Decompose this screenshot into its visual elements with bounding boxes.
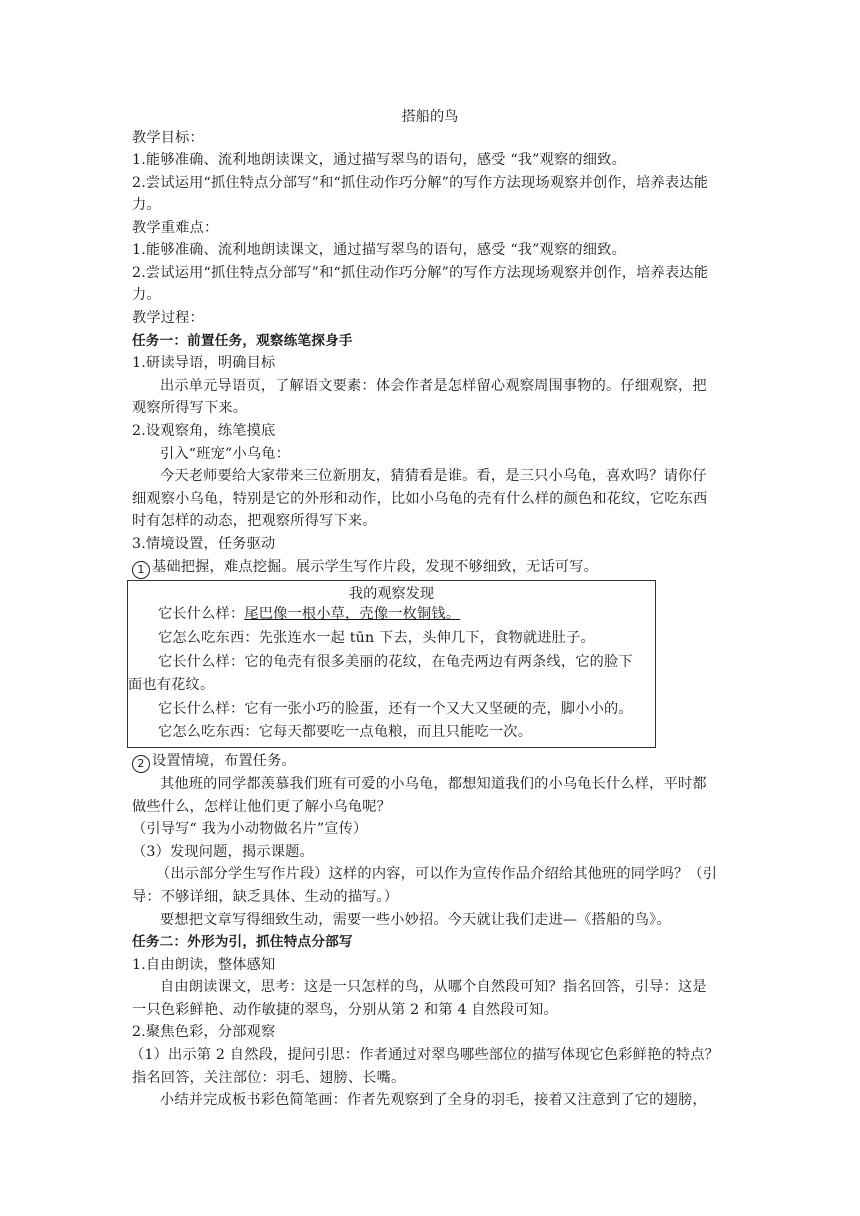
task-1-step-3-item-2-text: 设置情境，布置任务。 [152, 753, 296, 769]
observation-row-3: 它长什么样：它的龟壳有很多美丽的花纹，在龟壳两边有两条线，它的脸下 [158, 654, 633, 670]
document-title: 搭船的鸟 [401, 109, 459, 125]
key-heading: 教学重难点： [132, 220, 219, 236]
observation-row-1 [158, 603, 460, 625]
observation-row-3-cont: 面也有花纹。 [128, 677, 215, 693]
task-1-step-3-para: 其他班的同学都羡慕我们班有可爱的小乌龟，都想知道我们的小乌龟长什么样，平时都 [160, 776, 707, 792]
goal-item-2: 2.尝试运用“抓住特点分部写”和“抓住动作巧分解”的写作方法现场观察并创作，培养表达能 [132, 175, 709, 191]
circled-number-2: 2 [132, 755, 150, 773]
task-2-step-1-para-cont: 一只色彩鲜艳、动作敏捷的翠鸟，分别从第 2 和第 4 自然段可知。 [132, 1002, 558, 1018]
task-2-step-1-para: 自由朗读课文，思考：这是一只怎样的鸟，从哪个自然段可知？指名回答，引导：这是 [160, 979, 707, 995]
observation-row-5: 它怎么吃东西：它每天都要吃一点龟粮，而且只能吃一次。 [158, 724, 533, 740]
task-1-step-2-para-cont-2: 时有怎样的动态，把观察所得写下来。 [132, 513, 377, 529]
observation-row-4: 它长什么样：它有一张小巧的脸蛋，还有一个又大又坚硬的壳，脚小小的。 [158, 701, 633, 717]
task-2-step-1: 1.自由朗读，整体感知 [132, 957, 276, 973]
task-2-heading: 任务二：外形为引，抓住特点分部写 [132, 934, 353, 950]
task-1-step-3-guide: （引导写“ 我为小动物做名片”宣传） [132, 821, 368, 837]
task-1-step-2-para: 今天老师要给大家带来三位新朋友，猜猜看是谁。看，是三只小乌龟，喜欢吗？请你仔 [160, 468, 707, 484]
observation-row-1-label: 它长什么样： [158, 606, 245, 622]
circled-number-1: 1 [132, 561, 150, 579]
task-1-step-3-sub-3: （3）发现问题，揭示课题。 [132, 844, 314, 860]
key-item-1: 1.能够准确、流利地朗读课文，通过描写翠鸟的语句，感受 “我”观察的细致。 [132, 242, 626, 258]
process-heading: 教学过程： [132, 310, 204, 326]
key-item-2-cont: 力。 [132, 287, 161, 303]
task-1-step-3-sub-3-para-cont: 导：不够详细，缺乏具体、生动的描写。） [132, 889, 399, 905]
task-1-step-3-item-2 [132, 750, 296, 773]
task-1-step-3-item-1-text: 基础把握，难点挖掘。展示学生写作片段，发现不够细致，无话可写。 [152, 559, 599, 575]
task-2-step-2-sub-1-cont: 指名回答，关注部位：羽毛、翅膀、长嘴。 [132, 1070, 406, 1086]
observation-box [127, 580, 656, 748]
observation-row-1-text: 尾巴像一根小草，壳像一枚铜钱。 [244, 606, 461, 622]
task-1-step-2-intro: 引入“班宠”小乌龟： [160, 446, 291, 462]
goal-item-2-cont: 力。 [132, 197, 161, 213]
task-1-step-3: 3.情境设置，任务驱动 [132, 536, 276, 552]
task-1-step-2: 2.设观察角，练笔摸底 [132, 423, 276, 439]
task-1-step-1-para: 出示单元导语页，了解语文要素：体会作者是怎样留心观察周围事物的。仔细观察，把 [160, 378, 707, 394]
goal-item-1: 1.能够准确、流利地朗读课文，通过描写翠鸟的语句，感受 “我”观察的细致。 [132, 152, 626, 168]
task-1-step-3-para-cont: 做些什么，怎样让他们更了解小乌龟呢？ [132, 799, 391, 815]
task-1-step-3-item-1 [132, 556, 598, 579]
task-1-heading: 任务一：前置任务，观察练笔探身手 [132, 333, 353, 349]
observation-row-2: 它怎么吃东西：先张连水一起 tūn 下去，头伸几下，食物就进肚子。 [158, 630, 595, 646]
task-2-step-2-summary: 小结并完成板书彩色简笔画：作者先观察到了全身的羽毛，接着又注意到了它的翅膀， [160, 1092, 707, 1108]
task-1-step-1: 1.研读导语，明确目标 [132, 355, 276, 371]
task-1-step-3-sub-3-para-2: 要想把文章写得细致生动，需要一些小妙招。今天就让我们走进—《搭船的鸟》。 [160, 912, 671, 928]
task-1-step-2-para-cont: 细观察小乌龟，特别是它的外形和动作，比如小乌龟的壳有什么样的颜色和花纹，它吃东西 [132, 491, 708, 507]
key-item-2: 2.尝试运用“抓住特点分部写”和“抓住动作巧分解”的写作方法现场观察并创作，培养表达能 [132, 265, 709, 281]
task-2-step-2-sub-1: （1）出示第 2 自然段，提问引思：作者通过对翠鸟哪些部位的描写体现它色彩鲜艳的特点？ [130, 1047, 719, 1063]
observation-box-title: 我的观察发现 [348, 586, 435, 602]
goal-heading: 教学目标： [132, 130, 204, 146]
task-2-step-2: 2.聚焦色彩，分部观察 [132, 1024, 276, 1040]
task-1-step-3-sub-3-para: （出示部分学生写作片段）这样的内容，可以作为宣传作品介绍给其他班的同学吗？（引 [156, 866, 718, 882]
task-1-step-1-para-cont: 观察所得写下来。 [132, 400, 248, 416]
